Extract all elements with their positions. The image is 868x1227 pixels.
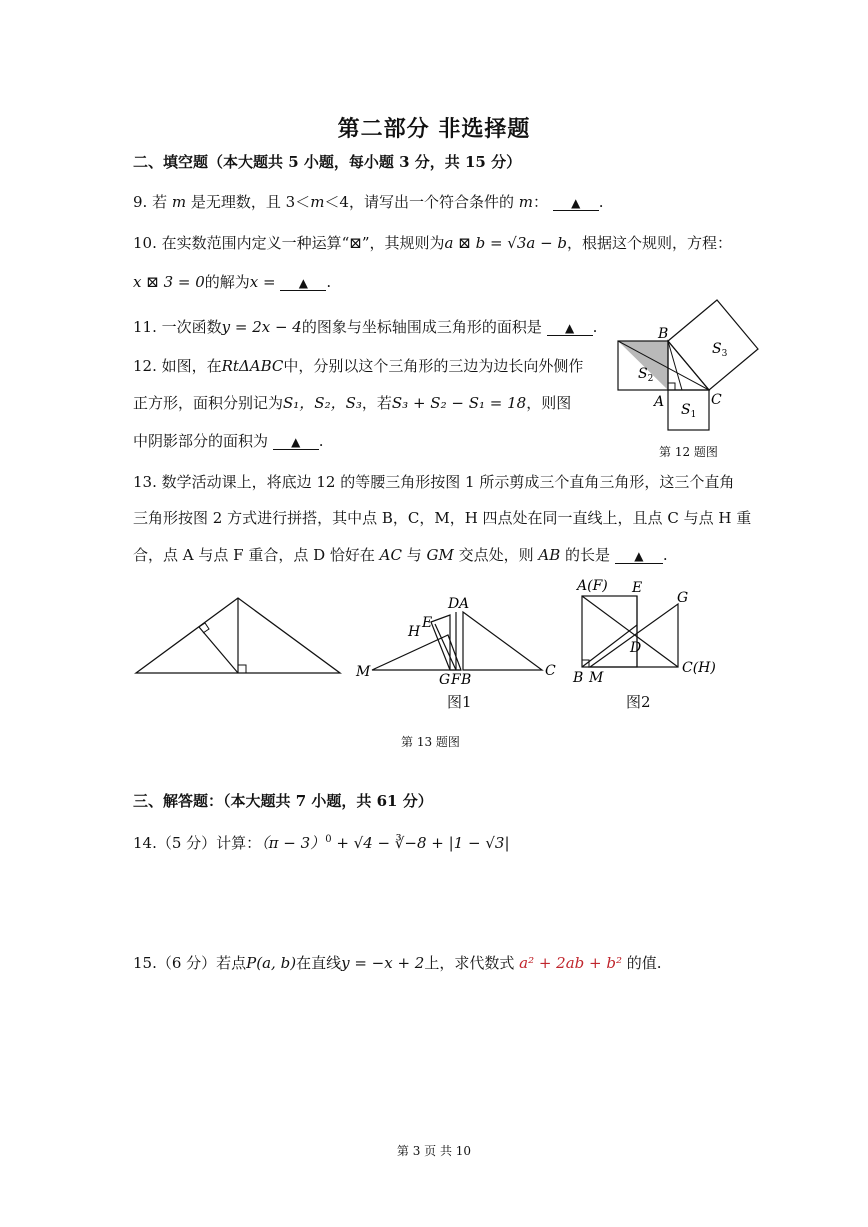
label-e: E [422, 615, 433, 631]
q12-text: ，若 [361, 394, 392, 412]
figure-13-triangle [134, 594, 346, 678]
q9-text: ＜4，请写出一个符合条件的 [324, 193, 519, 211]
question-14 [133, 832, 510, 853]
question-12-line-3 [133, 430, 324, 451]
triangle-abc [463, 612, 542, 670]
q9-end: . [598, 193, 604, 211]
q15-text: 的值. [622, 954, 662, 972]
question-10-line-1 [133, 232, 732, 253]
label-s3: $S_3$ [712, 341, 728, 359]
q12-text: 正方形，面积分别记为 [133, 394, 284, 412]
q12-triangle: RtΔABC [221, 357, 284, 375]
q10-rule: a ⊠ b = √3a − b [444, 234, 568, 252]
q15-line: y = −x + 2 [341, 954, 425, 972]
question-15 [133, 952, 662, 973]
fig2-caption: 图2 [626, 693, 651, 711]
q14-expression: （π − 3） [261, 834, 326, 852]
label-ch: C(H) [682, 660, 716, 676]
q12-end: . [318, 432, 324, 450]
q11-end: . [592, 318, 598, 336]
q15-text: 在直线 [296, 954, 342, 972]
question-13-line-3 [133, 544, 668, 565]
label-c: C [711, 392, 722, 408]
question-9 [133, 191, 604, 212]
q13-text: 与 [401, 546, 427, 564]
label-b: B [573, 670, 584, 686]
answer-blank[interactable]: ▲ [280, 276, 326, 291]
q10-text: 10. 在实数范围内定义一种运算“⊠”，其规则为 [133, 234, 445, 252]
label-b: B [658, 326, 669, 342]
label-af: A(F) [577, 578, 608, 594]
q14-text: 14.（5 分）计算： [133, 834, 262, 852]
q9-text: 是无理数，且 3＜ [186, 193, 311, 211]
page-footer: 第 3 页 共 10 [396, 1144, 472, 1158]
section-3-heading: 三、解答题：（本大题共 7 小题，共 61 分） [133, 792, 433, 810]
figure-12-caption: 第 12 题图 [659, 445, 718, 459]
q13-text: 的长是 [560, 546, 615, 564]
answer-blank[interactable]: ▲ [547, 321, 593, 336]
q13-segment: AB [538, 546, 561, 564]
label-a: A [654, 394, 665, 410]
label-g: G [677, 590, 689, 606]
label-g: G [439, 672, 451, 688]
q9-var: m [518, 193, 533, 211]
answer-blank[interactable]: ▲ [615, 549, 663, 564]
q11-text: 11. 一次函数 [133, 318, 222, 336]
label-f: F [451, 672, 461, 688]
label-s1: $S_1$ [681, 402, 697, 420]
question-11 [133, 316, 597, 337]
label-m: M [356, 664, 371, 680]
answer-blank[interactable]: ▲ [553, 196, 599, 211]
q11-text: 的图象与坐标轴围成三角形的面积是 [301, 318, 547, 336]
label-s2: $S_2$ [638, 366, 654, 384]
label-m: M [589, 670, 604, 686]
q12-text: 中，分别以这个三角形的三边为边长向外侧作 [283, 357, 584, 375]
triangle-ef [431, 615, 450, 670]
q15-point: P(a, b) [246, 954, 297, 972]
fig1-caption: 图1 [447, 693, 472, 711]
q15-text: 15.（6 分）若点 [133, 954, 247, 972]
q14-expression: + √4 − ∛−8 + |1 − √3| [331, 834, 510, 852]
q9-text: ： [532, 193, 548, 211]
q9-var: m [310, 193, 325, 211]
q10-var: x = [249, 273, 276, 291]
q13-end: . [662, 546, 668, 564]
q11-equation: y = 2x − 4 [221, 318, 302, 336]
q13-text: 交点处，则 [453, 546, 539, 564]
q10-equation: x ⊠ 3 = 0 [133, 273, 205, 291]
q12-condition: S₃ + S₂ − S₁ = 18 [391, 394, 527, 412]
answer-blank[interactable]: ▲ [273, 435, 319, 450]
q9-var: m [171, 193, 187, 211]
q12-text: 中阴影部分的面积为 [133, 432, 273, 450]
figure-13-fig1 [352, 590, 562, 690]
label-c: C [545, 663, 556, 679]
question-13-line-2: 三角形按图 2 方式进行拼搭，其中点 B，C，M，H 四点处在同一直线上，且点 C 与点 H 重 [133, 509, 752, 527]
question-12-line-1 [133, 355, 583, 376]
q15-expression: a² + 2ab + b² [519, 954, 622, 972]
figure-12 [610, 298, 770, 438]
label-h: H [408, 624, 421, 640]
figure-13-fig2 [568, 574, 728, 686]
segment [582, 625, 637, 667]
question-10-line-2 [133, 271, 331, 292]
section-2-heading: 二、填空题（本大题共 5 小题，每小题 3 分，共 15 分） [133, 153, 522, 171]
question-12-line-2 [133, 392, 571, 413]
perpendicular [199, 627, 238, 673]
q13-segment: GM [426, 546, 454, 564]
label-d: D [630, 640, 642, 656]
label-b: B [461, 672, 472, 688]
label-e: E [632, 580, 643, 596]
q10-end: . [326, 273, 332, 291]
q10-text: 的解为 [204, 273, 250, 291]
q12-areas: S₁，S₂，S₃ [283, 394, 362, 412]
q13-text: 合，点 A 与点 F 重合，点 D 恰好在 [133, 546, 380, 564]
q15-text: 上，求代数式 [424, 954, 520, 972]
figure-13-caption: 第 13 题图 [401, 735, 460, 749]
q9-text: 9. 若 [133, 193, 172, 211]
q14-exponent: 0 [325, 834, 332, 845]
question-13-line-1: 13. 数学活动课上，将底边 12 的等腰三角形按图 1 所示剪成三个直角三角形，这三个直角 [133, 473, 735, 491]
label-a: A [459, 596, 470, 612]
q12-text: ，则图 [526, 394, 572, 412]
q10-text: ，根据这个规则，方程： [567, 234, 733, 252]
page-title: 第二部分 非选择题 [337, 116, 531, 142]
q12-text: 12. 如图，在 [133, 357, 222, 375]
right-angle-mark [238, 665, 246, 673]
label-d: D [448, 596, 460, 612]
right-angle-mark [668, 383, 675, 390]
q13-segment: AC [379, 546, 402, 564]
